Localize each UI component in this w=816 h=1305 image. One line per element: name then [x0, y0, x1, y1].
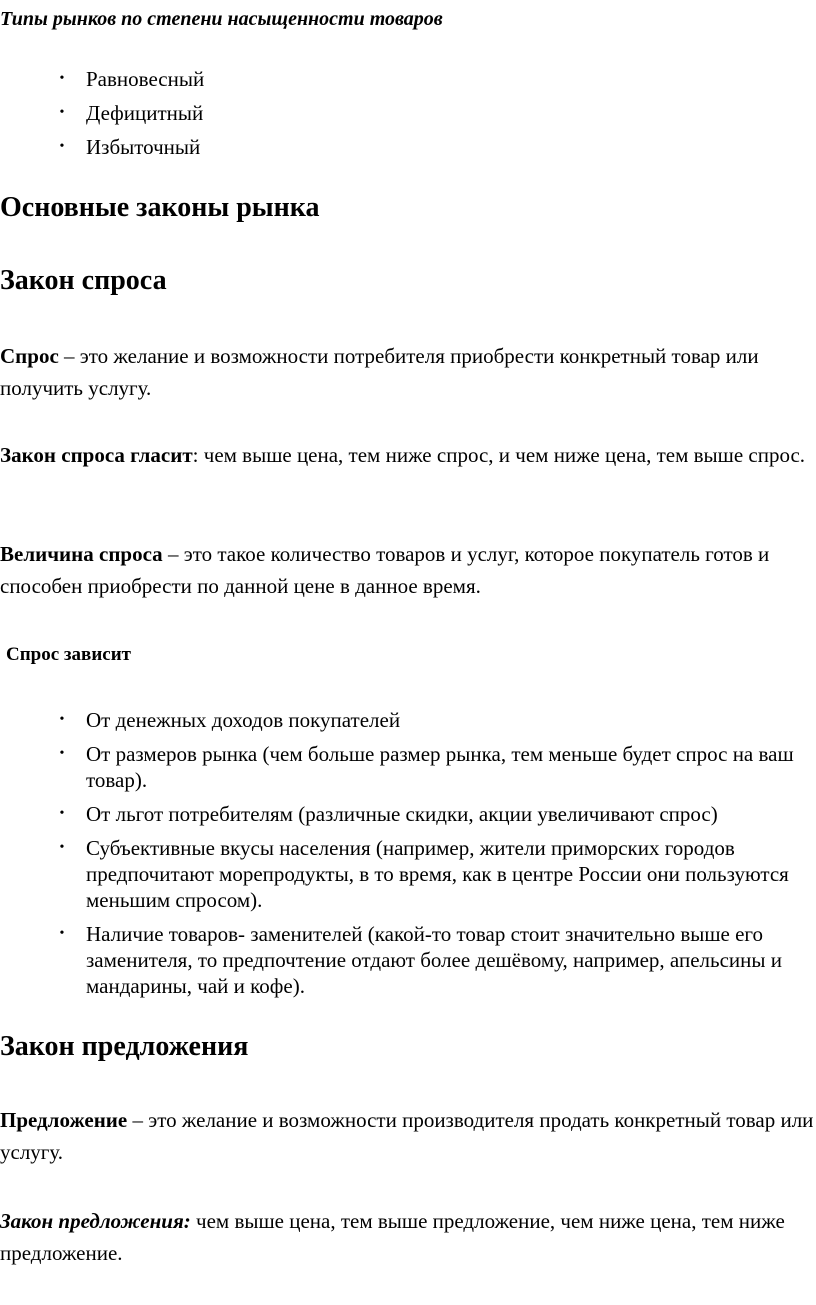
- list-item-text: Наличие товаров- заменителей (какой-то товар стоит значительно выше его заменителя, то предпочтение отдают более дешёвому, например, апельсины и мандарины, чай и кофе).: [86, 922, 782, 998]
- list-item: [0, 835, 814, 913]
- bullet-icon: •: [59, 105, 65, 120]
- definition-text: – это такое количество товаров и услуг, которое покупатель готов и способен приобрести по данной цене в данное время.: [0, 542, 770, 598]
- demand-factors-list: [0, 707, 814, 1007]
- definition-text: : чем выше цена, тем ниже спрос, и чем ниже цена, тем выше спрос.: [192, 443, 806, 467]
- list-item-text: От размеров рынка (чем больше размер рынка, тем меньше будет спрос на ваш товар).: [86, 742, 794, 792]
- term-law-of-demand: Закон спроса гласит: [0, 443, 193, 467]
- bullet-icon: •: [59, 926, 65, 941]
- term-supply: Предложение: [0, 1108, 128, 1132]
- list-item: [0, 741, 814, 793]
- paragraph-law-of-demand: [0, 439, 814, 471]
- list-item: [0, 100, 814, 134]
- list-item-text: От льгот потребителям (различные скидки, акции увеличивают спрос): [86, 802, 718, 826]
- paragraph-supply-definition: [0, 1104, 814, 1168]
- bullet-icon: •: [59, 71, 65, 86]
- bullet-icon: •: [59, 840, 65, 855]
- list-item: [0, 707, 814, 733]
- term-quantity-demanded: Величина спроса: [0, 542, 163, 566]
- list-item-text: Субъективные вкусы населения (например, жители приморских городов предпочитают морепродукты, в то время, как в центре России они пользуются меньшим спросом).: [86, 836, 789, 912]
- list-item-text: Дефицитный: [86, 101, 204, 125]
- demand-depends-heading: Спрос зависит: [6, 644, 131, 665]
- paragraph-quantity-demanded: [0, 538, 814, 602]
- list-item: [0, 66, 814, 100]
- term-law-of-supply: Закон предложения:: [0, 1209, 191, 1233]
- definition-text: – это желание и возможности производителя продать конкретный товар или услугу.: [0, 1108, 814, 1164]
- market-types-title: Типы рынков по степени насыщенности товаров: [0, 8, 443, 30]
- paragraph-law-of-supply: [0, 1205, 814, 1269]
- heading-law-of-supply: Закон предложения: [0, 1031, 249, 1062]
- definition-text: – это желание и возможности потребителя приобрести конкретный товар или получить услугу.: [0, 344, 759, 400]
- list-item-text: Избыточный: [86, 135, 201, 159]
- heading-main-laws: Основные законы рынка: [0, 192, 320, 223]
- definition-text: чем выше цена, тем выше предложение, чем ниже цена, тем ниже предложение.: [0, 1209, 785, 1265]
- bullet-icon: •: [59, 746, 65, 761]
- list-item-text: Равновесный: [86, 67, 205, 91]
- list-item: [0, 921, 814, 999]
- list-item: [0, 134, 814, 168]
- paragraph-demand-definition: [0, 340, 814, 404]
- bullet-icon: •: [59, 139, 65, 154]
- bullet-icon: •: [59, 712, 65, 727]
- heading-law-of-demand: Закон спроса: [0, 265, 167, 296]
- bullet-icon: •: [59, 806, 65, 821]
- list-item-text: От денежных доходов покупателей: [86, 708, 401, 732]
- term-demand: Спрос: [0, 344, 59, 368]
- list-item: [0, 801, 814, 827]
- market-types-list: [0, 66, 814, 168]
